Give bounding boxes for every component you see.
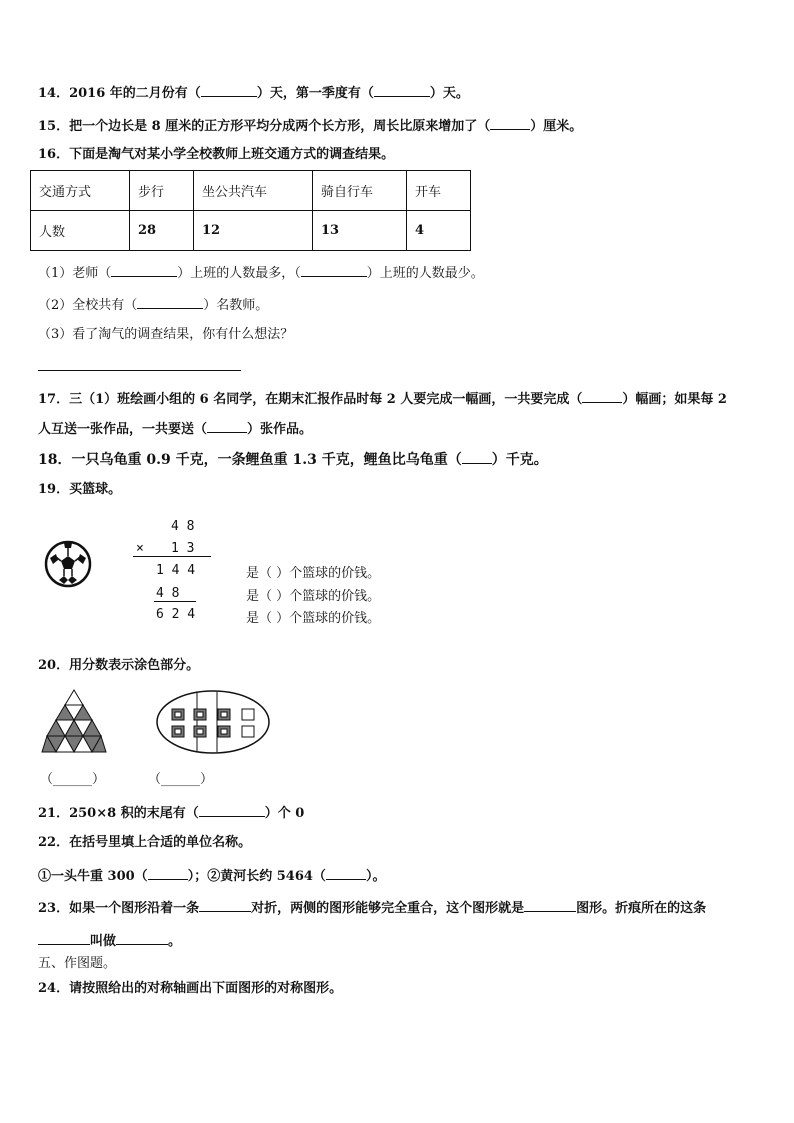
- answer-blank[interactable]: [148, 866, 188, 880]
- answer-blank[interactable]: [201, 83, 257, 97]
- table-cell: 12: [194, 211, 313, 251]
- question-18: 18．一只乌龟重 0.9 千克，一条鲤鱼重 1.3 千克，鲤鱼比乌龟重（ ）千克。: [38, 452, 548, 468]
- table-cell: 坐公共汽车: [194, 171, 313, 211]
- mult-row3: 1 4 4: [156, 563, 196, 578]
- question-14: 14．2016 年的二月份有（ ）天，第一季度有（ ）天。: [38, 83, 469, 102]
- oval-grid-figure: [154, 688, 272, 756]
- table-cell: 4: [407, 211, 471, 251]
- answer-line-3[interactable]: 是（ ）个篮球的价钱。: [246, 611, 381, 626]
- question-17-line2: 人互送一张作品，一共要送（ ）张作品。: [38, 419, 312, 438]
- survey-table: [30, 170, 471, 251]
- table-cell: 13: [313, 211, 407, 251]
- mult-row1: 4 8: [171, 519, 195, 534]
- answer-line-1[interactable]: 是（ ）个篮球的价钱。: [246, 566, 381, 581]
- table-cell: 人数: [31, 211, 130, 251]
- question-21: 21．250×8 积的末尾有（ ）个 0: [38, 803, 304, 822]
- answer-blank[interactable]: [462, 450, 492, 464]
- question-19: 19．买篮球。: [38, 482, 122, 497]
- mult-row4: 4 8: [156, 586, 180, 601]
- table-cell: 交通方式: [31, 171, 130, 211]
- answer-blank[interactable]: [524, 898, 576, 912]
- times-sign: ×: [136, 541, 144, 556]
- answer-blank[interactable]: [137, 295, 203, 309]
- table-cell: 开车: [407, 171, 471, 211]
- answer-blank[interactable]: [301, 263, 367, 277]
- answer-blank[interactable]: [111, 263, 177, 277]
- question-24: 24．请按照给出的对称轴画出下面图形的对称图形。: [38, 981, 343, 996]
- fraction-blank-2[interactable]: （______）: [148, 772, 214, 787]
- answer-blank[interactable]: [326, 866, 366, 880]
- question-23-line2: 叫做 。: [38, 931, 181, 950]
- answer-blank[interactable]: [199, 803, 265, 817]
- table-cell: 骑自行车: [313, 171, 407, 211]
- question-22: 22．在括号里填上合适的单位名称。: [38, 835, 252, 850]
- mult-line: [133, 556, 211, 557]
- section-heading: 五、作图题。: [38, 956, 117, 971]
- table-cell: 步行: [130, 171, 194, 211]
- question-17: 17．三（1）班绘画小组的 6 名同学，在期末汇报作品时每 2 人要完成一幅画，一共要完成（ ）幅画；如果每 2: [38, 389, 727, 408]
- answer-blank[interactable]: [199, 898, 251, 912]
- soccer-ball-icon: [44, 540, 92, 588]
- question-20: 20．用分数表示涂色部分。: [38, 658, 200, 673]
- question-16-sub3: （3）看了淘气的调查结果，你有什么想法？: [38, 327, 294, 342]
- table-row: [31, 211, 471, 251]
- question-22-items: ①一头牛重 300（ ）；②黄河长约 5464（ ）。: [38, 866, 385, 885]
- table-cell: 28: [130, 211, 194, 251]
- question-16-sub2: （2）全校共有（ ）名教师。: [38, 295, 268, 314]
- answer-line-2[interactable]: 是（ ）个篮球的价钱。: [246, 589, 381, 604]
- mult-line: [154, 601, 196, 602]
- question-16: 16．下面是淘气对某小学全校教师上班交通方式的调查结果。: [38, 147, 395, 162]
- question-15: 15．把一个边长是 8 厘米的正方形平均分成两个长方形，周长比原来增加了（ ）厘米。: [38, 116, 582, 135]
- mult-row5: 6 2 4: [156, 607, 196, 622]
- answer-blank[interactable]: [116, 931, 168, 945]
- answer-blank[interactable]: [207, 419, 247, 433]
- fraction-blank-1[interactable]: （______）: [40, 772, 106, 787]
- triangle-figure: [40, 688, 108, 756]
- mult-row2: 1 3: [171, 541, 195, 556]
- table-header-row: [31, 171, 471, 211]
- answer-blank[interactable]: [490, 116, 530, 130]
- question-16-sub1: （1）老师（ ）上班的人数最多，（ ）上班的人数最少。: [38, 263, 484, 282]
- answer-blank[interactable]: [38, 931, 90, 945]
- answer-line[interactable]: [38, 370, 241, 371]
- answer-blank[interactable]: [374, 83, 430, 97]
- answer-blank[interactable]: [582, 389, 622, 403]
- question-23: 23．如果一个图形沿着一条 对折，两侧的图形能够完全重合，这个图形就是 图形。折痕所在的这条: [38, 898, 706, 917]
